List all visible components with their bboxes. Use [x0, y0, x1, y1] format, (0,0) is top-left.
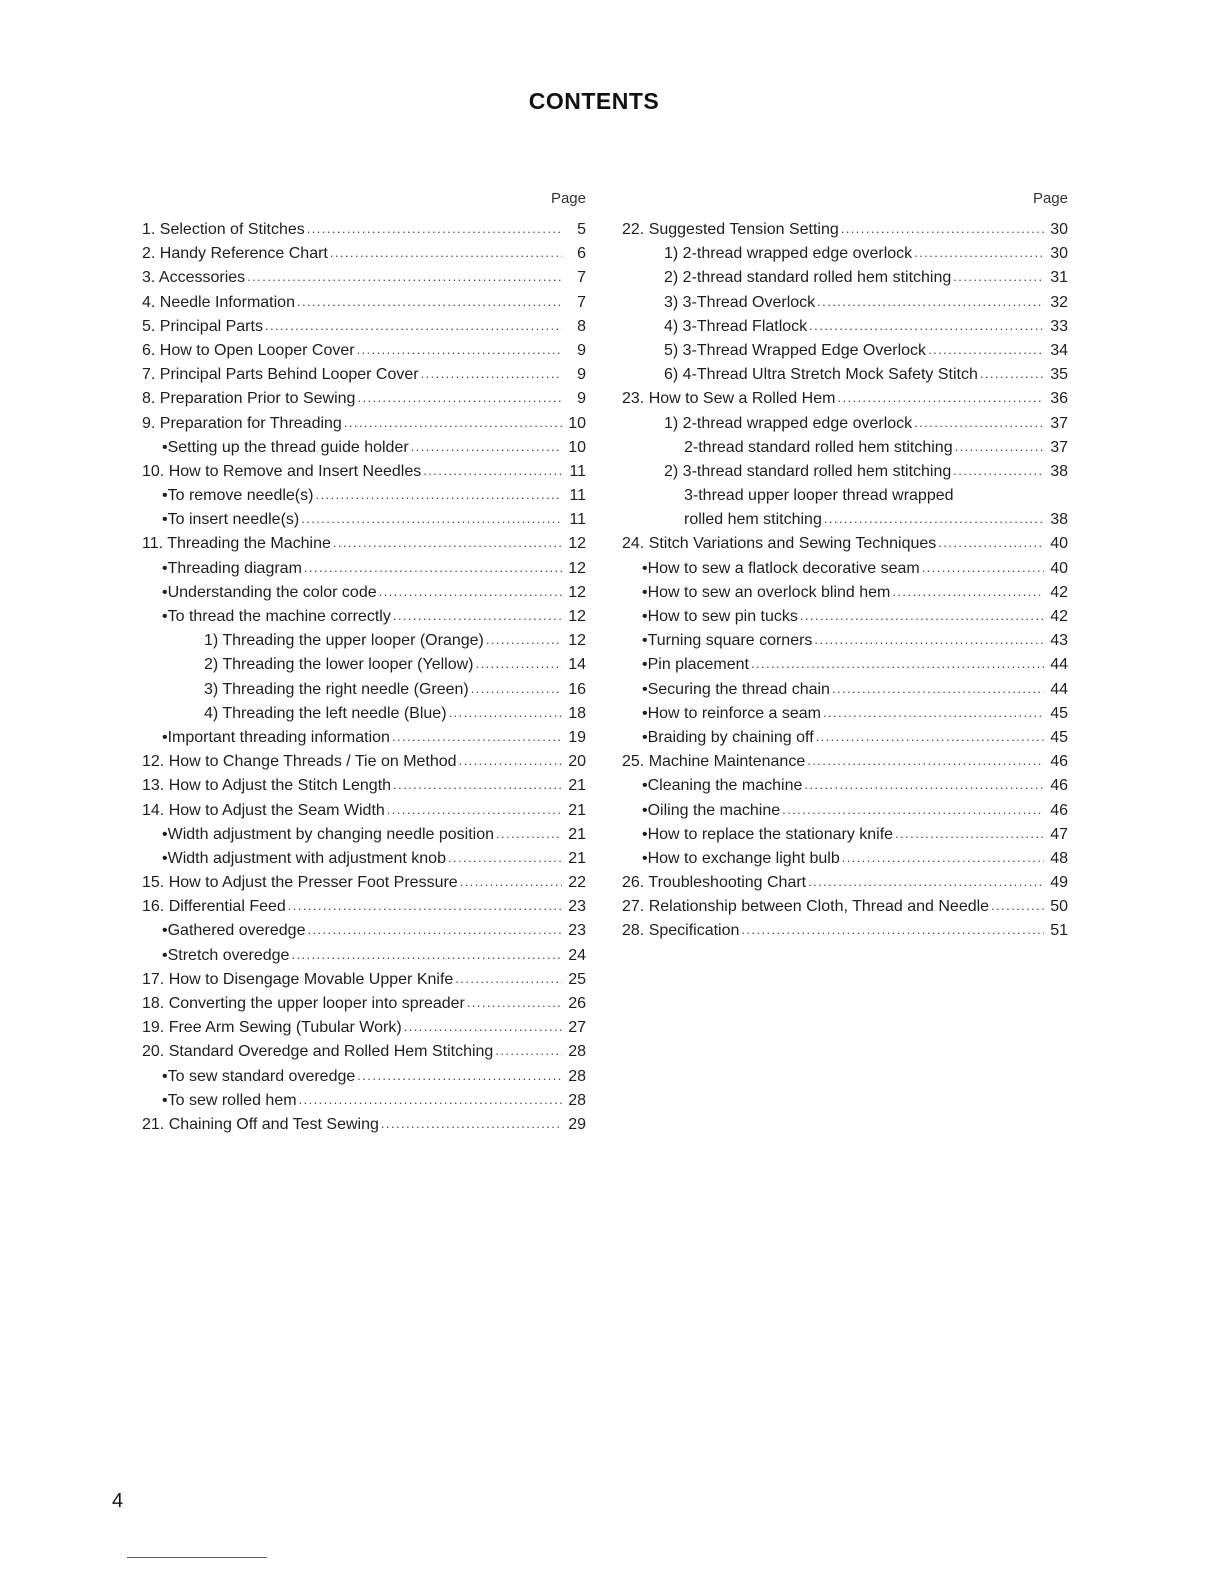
toc-entry-page: 32 [1050, 293, 1068, 311]
toc-entry-page: 16 [568, 680, 586, 698]
toc-entry-page: 44 [1050, 656, 1068, 674]
dot-leader [404, 1016, 562, 1039]
dot-leader [496, 823, 562, 846]
toc-entry [142, 460, 586, 484]
toc-entry-title: 28. Specification [622, 922, 740, 940]
toc-entry-page: 7 [577, 269, 586, 287]
toc-entry [142, 291, 586, 315]
toc-entry-title: 5. Principal Parts [142, 317, 263, 335]
toc-entry-page: 12 [568, 535, 586, 553]
toc-entry-page: 42 [1050, 608, 1068, 625]
dot-leader [423, 460, 562, 483]
toc-entry [622, 266, 1068, 290]
dot-leader [330, 242, 562, 265]
toc-entry-title: 27. Relationship between Cloth, Thread and Needle [622, 898, 990, 916]
dot-leader [411, 436, 562, 459]
toc-entry-title: 19. Free Arm Sewing (Tubular Work) [142, 1019, 402, 1037]
toc-entry-page: 24 [568, 946, 586, 964]
toc-entry-title: 3-thread upper looper thread wrapped [684, 487, 954, 505]
dot-leader [475, 653, 562, 676]
toc-entry [622, 291, 1068, 315]
toc-entry-page: 40 [1050, 535, 1068, 553]
dot-leader [816, 726, 1044, 749]
toc-entry-page: 48 [1050, 849, 1068, 867]
toc-entry-title: •Pin placement [642, 656, 749, 674]
toc-entry-page: 7 [577, 293, 586, 311]
dot-leader [938, 532, 1044, 555]
toc-entry-title: 6) 4-Thread Ultra Stretch Mock Safety Stitch [664, 366, 978, 384]
toc-entry [142, 750, 586, 774]
toc-entry [142, 605, 586, 629]
toc-entry-page: 31 [1050, 269, 1068, 287]
toc-entry-title: 25. Machine Maintenance [622, 753, 806, 771]
toc-entry-page: 46 [1050, 753, 1068, 771]
toc-entry-title: 5) 3-Thread Wrapped Edge Overlock [664, 341, 927, 359]
dot-leader [892, 581, 1044, 604]
toc-entry-title: 1. Selection of Stitches [142, 221, 305, 238]
toc-entry [142, 823, 586, 847]
toc-entry-title: 1) Threading the upper looper (Orange) [204, 632, 484, 650]
toc-entry [622, 653, 1068, 677]
toc-entry-page: 22 [568, 874, 586, 892]
toc-entry [622, 339, 1068, 363]
toc-entry [622, 242, 1068, 266]
toc-entry [142, 1040, 586, 1064]
dot-leader [301, 508, 562, 531]
toc-entry-title: •Width adjustment by changing needle position [162, 825, 495, 843]
dot-leader [471, 678, 562, 701]
dot-leader [804, 774, 1044, 797]
toc-entry-page: 28 [568, 1067, 586, 1085]
dot-leader [393, 605, 562, 628]
toc-entry-title: •How to sew pin tucks [642, 608, 798, 625]
toc-entry-title: •To sew rolled hem [162, 1091, 297, 1109]
toc-entry-page: 37 [1050, 438, 1068, 456]
toc-entry [622, 605, 1068, 629]
toc-entry-page: 30 [1050, 245, 1068, 263]
dot-leader [291, 944, 562, 967]
dot-leader [955, 436, 1044, 459]
toc-entry-title: 1) 2-thread wrapped edge overlock [664, 414, 913, 432]
dot-leader [914, 242, 1044, 265]
dot-leader [895, 823, 1044, 846]
toc-entry [622, 678, 1068, 702]
dot-leader [344, 412, 562, 435]
dot-leader [307, 218, 562, 241]
toc-entry-page: 33 [1050, 317, 1068, 335]
toc-entry-page: 35 [1050, 366, 1068, 384]
toc-entry [142, 387, 586, 411]
toc-entry-title: •To thread the machine correctly [162, 608, 391, 625]
toc-entry [142, 968, 586, 992]
toc-entry-page: 50 [1050, 898, 1068, 916]
toc-entry-page: 25 [568, 970, 586, 988]
toc-entry [142, 847, 586, 871]
contents-column-left [142, 188, 586, 1137]
toc-entry-page: 9 [577, 390, 586, 408]
toc-entry [142, 895, 586, 919]
toc-entry-page: 12 [568, 559, 586, 577]
toc-entry-title: 3) Threading the right needle (Green) [204, 680, 469, 698]
toc-entry-page: 46 [1050, 801, 1068, 819]
toc-entry [142, 992, 586, 1016]
dot-leader [837, 387, 1044, 410]
toc-entry-title: •Gathered overedge [162, 922, 306, 940]
toc-entry-page: 45 [1050, 728, 1068, 746]
toc-list-right [622, 218, 1068, 944]
toc-entry [622, 412, 1068, 436]
toc-entry-page: 6 [577, 245, 586, 263]
toc-entry-title: •Setting up the thread guide holder [162, 438, 409, 456]
dot-leader [817, 291, 1044, 314]
toc-entry-page: 27 [568, 1019, 586, 1037]
dot-leader [841, 218, 1044, 241]
dot-leader [808, 871, 1044, 894]
toc-entry [142, 1065, 586, 1089]
toc-entry [622, 702, 1068, 726]
toc-entry-title: 11. Threading the Machine [142, 535, 331, 553]
toc-entry-title: •Threading diagram [162, 559, 302, 577]
toc-entry [622, 508, 1068, 532]
toc-entry-title: 1) 2-thread wrapped edge overlock [664, 245, 913, 263]
toc-entry [142, 339, 586, 363]
toc-entry-title: 3) 3-Thread Overlock [664, 293, 816, 311]
dot-leader [460, 871, 562, 894]
toc-entry-title: 20. Standard Overedge and Rolled Hem Stitching [142, 1043, 494, 1061]
dot-leader [953, 460, 1044, 483]
toc-entry-title: •Cleaning the machine [642, 777, 803, 795]
toc-entry-title: 22. Suggested Tension Setting [622, 221, 839, 238]
toc-entry-title: 26. Troubleshooting Chart [622, 874, 807, 892]
toc-entry-title: •Important threading information [162, 728, 390, 746]
toc-entry [622, 895, 1068, 919]
toc-entry-page: 11 [569, 511, 586, 529]
toc-entry-page: 44 [1050, 680, 1068, 698]
dot-leader [814, 629, 1044, 652]
page-column-heading: Page [550, 190, 586, 207]
toc-entry-page: 49 [1050, 874, 1068, 892]
dot-leader [842, 847, 1044, 870]
dot-leader [288, 895, 562, 918]
toc-entry-page: 21 [568, 825, 586, 843]
toc-entry-page: 23 [568, 922, 586, 940]
dot-leader [304, 557, 562, 580]
toc-entry-title: •How to reinforce a seam [642, 704, 822, 722]
toc-entry [142, 774, 586, 798]
toc-entry [622, 726, 1068, 750]
dot-leader [315, 484, 562, 507]
toc-entry [622, 581, 1068, 605]
toc-entry [622, 218, 1068, 242]
toc-entry-title: 2) Threading the lower looper (Yellow) [204, 656, 474, 674]
page-number: 4 [112, 1490, 124, 1512]
toc-entry [622, 750, 1068, 774]
toc-entry [142, 532, 586, 556]
toc-entry [142, 726, 586, 750]
toc-entry-title: 13. How to Adjust the Stitch Length [142, 777, 392, 795]
toc-entry [622, 484, 1068, 508]
toc-entry-page: 38 [1050, 511, 1068, 529]
toc-entry-title: •To insert needle(s) [162, 511, 300, 529]
dot-leader [381, 1113, 562, 1136]
toc-entry-title: 16. Differential Feed [142, 898, 286, 916]
toc-entry [622, 919, 1068, 943]
toc-entry [142, 653, 586, 677]
toc-entry-title: 6. How to Open Looper Cover [142, 341, 355, 359]
toc-entry [622, 823, 1068, 847]
toc-entry [142, 871, 586, 895]
toc-entry-page: 43 [1050, 632, 1068, 650]
dot-leader [297, 291, 562, 314]
toc-entry [142, 944, 586, 968]
toc-entry-page: 34 [1050, 341, 1068, 359]
toc-entry-title: 24. Stitch Variations and Sewing Techniques [622, 535, 937, 553]
toc-entry-page: 30 [1050, 221, 1068, 238]
dot-leader [751, 653, 1044, 676]
toc-entry [142, 581, 586, 605]
toc-entry-title: 23. How to Sew a Rolled Hem [622, 390, 836, 408]
toc-entry-page: 11 [569, 487, 586, 505]
toc-entry-page: 47 [1050, 825, 1068, 843]
dot-leader [333, 532, 562, 555]
toc-entry-page: 28 [568, 1043, 586, 1061]
dot-leader [809, 315, 1044, 338]
toc-entry-page: 38 [1050, 462, 1068, 480]
dot-leader [448, 847, 562, 870]
toc-entry-title: 4. Needle Information [142, 293, 295, 311]
toc-entry [142, 557, 586, 581]
toc-entry-title: 3. Accessories [142, 269, 246, 287]
toc-entry-title: •How to sew a flatlock decorative seam [642, 559, 920, 577]
toc-entry-page: 46 [1050, 777, 1068, 795]
dot-leader [421, 363, 562, 386]
toc-entry [622, 799, 1068, 823]
dot-leader [807, 750, 1044, 773]
dot-leader [449, 702, 562, 725]
toc-entry-title: 15. How to Adjust the Presser Foot Pressure [142, 874, 458, 892]
dot-leader [387, 799, 562, 822]
toc-entry-title: 14. How to Adjust the Seam Width [142, 801, 385, 819]
dot-leader [459, 750, 562, 773]
toc-entry-page: 45 [1050, 704, 1068, 722]
toc-entry [142, 242, 586, 266]
toc-entry [142, 218, 586, 242]
dot-leader [782, 799, 1044, 822]
toc-entry [142, 1016, 586, 1040]
dot-leader [357, 1065, 562, 1088]
toc-entry [142, 799, 586, 823]
toc-entry-title: 2) 2-thread standard rolled hem stitching [664, 269, 952, 287]
toc-entry [142, 508, 586, 532]
toc-entry [622, 557, 1068, 581]
toc-entry [622, 847, 1068, 871]
toc-entry [142, 363, 586, 387]
toc-entry-title: •How to sew an overlock blind hem [642, 583, 891, 601]
toc-entry-title: 4) Threading the left needle (Blue) [204, 704, 447, 722]
dot-leader [953, 266, 1044, 289]
toc-entry-page: 11 [569, 462, 586, 480]
toc-entry-page: 40 [1050, 559, 1068, 577]
toc-entry-title: 17. How to Disengage Movable Upper Knife [142, 970, 454, 988]
toc-entry [142, 629, 586, 653]
toc-entry-page: 26 [568, 995, 586, 1012]
dot-leader [357, 387, 562, 410]
toc-entry-title: •Turning square corners [642, 632, 813, 650]
toc-entry [142, 1113, 586, 1137]
toc-entry-title: 2) 3-thread standard rolled hem stitching [664, 462, 952, 480]
toc-entry-page: 29 [568, 1115, 586, 1133]
toc-entry [142, 702, 586, 726]
dot-leader [980, 363, 1044, 386]
toc-entry-title: 9. Preparation for Threading [142, 414, 342, 432]
dot-leader [247, 266, 562, 289]
toc-entry-page: 10 [568, 414, 586, 432]
dot-leader [800, 605, 1044, 628]
toc-entry-page: 19 [568, 728, 586, 746]
toc-entry-page: 12 [568, 583, 586, 601]
toc-entry [622, 629, 1068, 653]
footer-rule [127, 1557, 267, 1558]
dot-leader [307, 919, 562, 942]
toc-entry-title: 21. Chaining Off and Test Sewing [142, 1115, 379, 1133]
toc-entry-page: 9 [577, 366, 586, 384]
toc-entry-page: 14 [568, 656, 586, 674]
dot-leader [991, 895, 1044, 918]
toc-entry-page: 42 [1050, 583, 1068, 601]
toc-entry-page: 12 [568, 632, 586, 650]
toc-entry-page: 21 [568, 777, 586, 795]
toc-entry-page: 20 [568, 753, 586, 771]
dot-leader [357, 339, 562, 362]
dot-leader [265, 315, 562, 338]
toc-entry-page: 8 [577, 317, 586, 335]
toc-entry-title: •Understanding the color code [162, 583, 377, 601]
dot-leader [495, 1040, 562, 1063]
dot-leader [824, 508, 1044, 531]
toc-entry [622, 363, 1068, 387]
page-column-heading: Page [1032, 190, 1068, 207]
toc-entry-page: 18 [568, 704, 586, 722]
contents-column-right [622, 188, 1068, 944]
toc-entry-page: 36 [1050, 390, 1068, 408]
dot-leader [832, 678, 1044, 701]
toc-entry-title: •Stretch overedge [162, 946, 290, 964]
dot-leader [928, 339, 1044, 362]
dot-leader [455, 968, 562, 991]
toc-entry-title: •Securing the thread chain [642, 680, 830, 698]
toc-entry-page: 21 [568, 849, 586, 867]
toc-entry-page: 12 [568, 608, 586, 625]
toc-entry [142, 484, 586, 508]
toc-entry-title: 7. Principal Parts Behind Looper Cover [142, 366, 419, 384]
toc-entry [142, 919, 586, 943]
toc-entry-title: •Width adjustment with adjustment knob [162, 849, 446, 867]
toc-entry-title: •How to replace the stationary knife [642, 825, 894, 843]
dot-leader [299, 1089, 562, 1112]
toc-entry-title: 10. How to Remove and Insert Needles [142, 462, 422, 480]
toc-entry-page: 10 [568, 438, 586, 456]
dot-leader [392, 726, 562, 749]
toc-entry [142, 436, 586, 460]
dot-leader [379, 581, 562, 604]
toc-entry [622, 871, 1068, 895]
dot-leader [467, 992, 562, 1015]
toc-entry [142, 315, 586, 339]
toc-entry-page: 5 [577, 221, 586, 238]
toc-list-left [142, 218, 586, 1137]
toc-entry [142, 678, 586, 702]
toc-entry [142, 412, 586, 436]
toc-entry-title: 2. Handy Reference Chart [142, 245, 328, 263]
toc-entry-title: •How to exchange light bulb [642, 849, 840, 867]
toc-entry [622, 387, 1068, 411]
page-title: CONTENTS [528, 88, 660, 114]
toc-entry-title: •Braiding by chaining off [642, 728, 814, 746]
toc-entry [622, 436, 1068, 460]
toc-entry-page: 21 [568, 801, 586, 819]
toc-entry [622, 315, 1068, 339]
toc-entry-title: rolled hem stitching [684, 511, 822, 529]
toc-entry-title: 2-thread standard rolled hem stitching [684, 438, 953, 456]
toc-entry [142, 1089, 586, 1113]
dot-leader [741, 919, 1044, 942]
toc-entry-title: 18. Converting the upper looper into spreader [142, 995, 465, 1012]
toc-entry-title: 4) 3-Thread Flatlock [664, 317, 808, 335]
toc-entry-title: •To remove needle(s) [162, 487, 314, 505]
toc-entry-title: •Oiling the machine [642, 801, 781, 819]
toc-entry-title: •To sew standard overedge [162, 1067, 356, 1085]
toc-entry-page: 28 [568, 1091, 586, 1109]
toc-entry-title: 12. How to Change Threads / Tie on Method [142, 753, 457, 771]
toc-entry-page: 37 [1050, 414, 1068, 432]
dot-leader [486, 629, 562, 652]
dot-leader [393, 774, 562, 797]
toc-entry [622, 774, 1068, 798]
toc-entry [622, 532, 1068, 556]
dot-leader [914, 412, 1044, 435]
dot-leader [823, 702, 1044, 725]
toc-entry [622, 460, 1068, 484]
toc-entry-page: 9 [577, 341, 586, 359]
toc-entry-page: 51 [1050, 922, 1068, 940]
toc-entry-page: 23 [568, 898, 586, 916]
toc-entry-title: 8. Preparation Prior to Sewing [142, 390, 356, 408]
dot-leader [922, 557, 1044, 580]
toc-entry [142, 266, 586, 290]
